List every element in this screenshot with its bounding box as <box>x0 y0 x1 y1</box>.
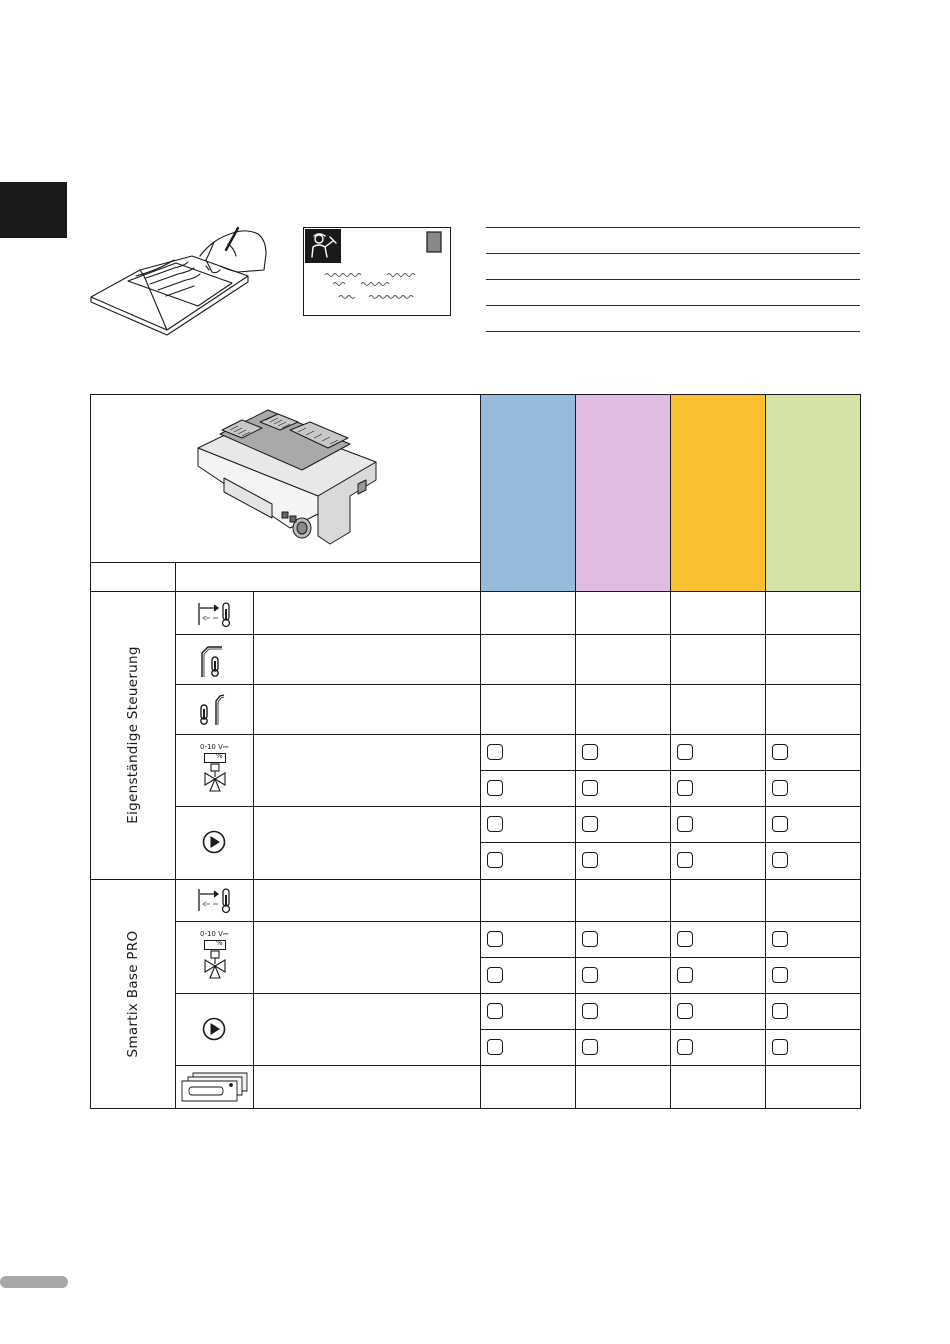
entry-line <box>486 305 860 306</box>
valve-percent-label: % <box>216 939 223 947</box>
header-divider <box>90 591 861 592</box>
entry-line <box>486 279 860 280</box>
option-checkbox[interactable] <box>487 744 503 760</box>
option-checkbox[interactable] <box>582 931 598 947</box>
section-label-standalone: Eigenständige Steuerung <box>125 646 141 824</box>
row-divider <box>175 1065 861 1066</box>
column-divider <box>480 394 481 1109</box>
option-checkbox[interactable] <box>582 852 598 868</box>
table-border-right <box>860 394 861 1109</box>
row-divider <box>480 1029 861 1030</box>
row-divider <box>90 562 480 563</box>
column-header-4 <box>766 395 860 591</box>
page-indicator-bar <box>0 1276 68 1288</box>
row-divider <box>175 921 861 922</box>
option-checkbox[interactable] <box>677 1039 693 1055</box>
table-border-top <box>90 394 861 395</box>
row-divider <box>480 770 861 771</box>
option-checkbox[interactable] <box>677 931 693 947</box>
column-divider <box>670 394 671 1109</box>
option-checkbox[interactable] <box>487 967 503 983</box>
temperature-control-icon <box>196 600 234 628</box>
row-divider <box>480 842 861 843</box>
table-border-left <box>90 394 91 1109</box>
supply-temperature-sensor-icon <box>198 643 226 679</box>
option-checkbox[interactable] <box>487 1003 503 1019</box>
option-checkbox[interactable] <box>772 967 788 983</box>
option-checkbox[interactable] <box>677 780 693 796</box>
expansion-module-icon <box>179 1071 249 1103</box>
option-checkbox[interactable] <box>772 1039 788 1055</box>
option-checkbox[interactable] <box>772 931 788 947</box>
section-label-smartix: Smartix Base PRO <box>125 930 141 1058</box>
table-border-bottom <box>90 1108 861 1109</box>
manual-writing-icon <box>88 226 273 336</box>
row-divider <box>175 634 861 635</box>
row-divider <box>175 734 861 735</box>
row-divider <box>175 993 861 994</box>
column-header-1 <box>481 395 575 591</box>
mixing-valve-icon <box>192 743 242 799</box>
mixing-valve-icon <box>192 930 242 986</box>
option-checkbox[interactable] <box>487 780 503 796</box>
row-divider <box>480 957 861 958</box>
option-checkbox[interactable] <box>772 780 788 796</box>
column-divider <box>253 591 254 1109</box>
return-temperature-sensor-icon <box>198 691 226 727</box>
entry-line <box>486 227 860 228</box>
valve-voltage-label: 0-10 V⎓ <box>200 930 229 938</box>
option-checkbox[interactable] <box>582 1003 598 1019</box>
option-checkbox[interactable] <box>677 852 693 868</box>
option-checkbox[interactable] <box>772 852 788 868</box>
option-checkbox[interactable] <box>582 780 598 796</box>
pump-icon <box>202 830 226 854</box>
chapter-tab-marker <box>0 182 67 238</box>
option-checkbox[interactable] <box>677 816 693 832</box>
option-checkbox[interactable] <box>487 852 503 868</box>
row-divider <box>175 684 861 685</box>
option-checkbox[interactable] <box>487 1039 503 1055</box>
section-divider <box>90 879 861 880</box>
option-checkbox[interactable] <box>582 744 598 760</box>
pump-icon <box>202 1017 226 1041</box>
option-checkbox[interactable] <box>582 967 598 983</box>
column-divider <box>575 394 576 1109</box>
entry-line <box>486 253 860 254</box>
temperature-control-icon <box>196 886 234 914</box>
option-checkbox[interactable] <box>772 744 788 760</box>
entry-line <box>486 331 860 332</box>
option-checkbox[interactable] <box>677 967 693 983</box>
option-checkbox[interactable] <box>487 816 503 832</box>
service-card-icon <box>303 227 451 317</box>
controller-device-icon <box>190 404 380 552</box>
option-checkbox[interactable] <box>582 1039 598 1055</box>
column-header-2 <box>576 395 670 591</box>
row-divider <box>175 806 861 807</box>
option-checkbox[interactable] <box>677 1003 693 1019</box>
option-checkbox[interactable] <box>677 744 693 760</box>
option-checkbox[interactable] <box>487 931 503 947</box>
option-checkbox[interactable] <box>582 816 598 832</box>
column-divider <box>765 394 766 1109</box>
column-divider <box>175 562 176 1109</box>
valve-voltage-label: 0-10 V⎓ <box>200 743 229 751</box>
option-checkbox[interactable] <box>772 1003 788 1019</box>
option-checkbox[interactable] <box>772 816 788 832</box>
valve-percent-label: % <box>216 752 223 760</box>
column-header-3 <box>671 395 765 591</box>
